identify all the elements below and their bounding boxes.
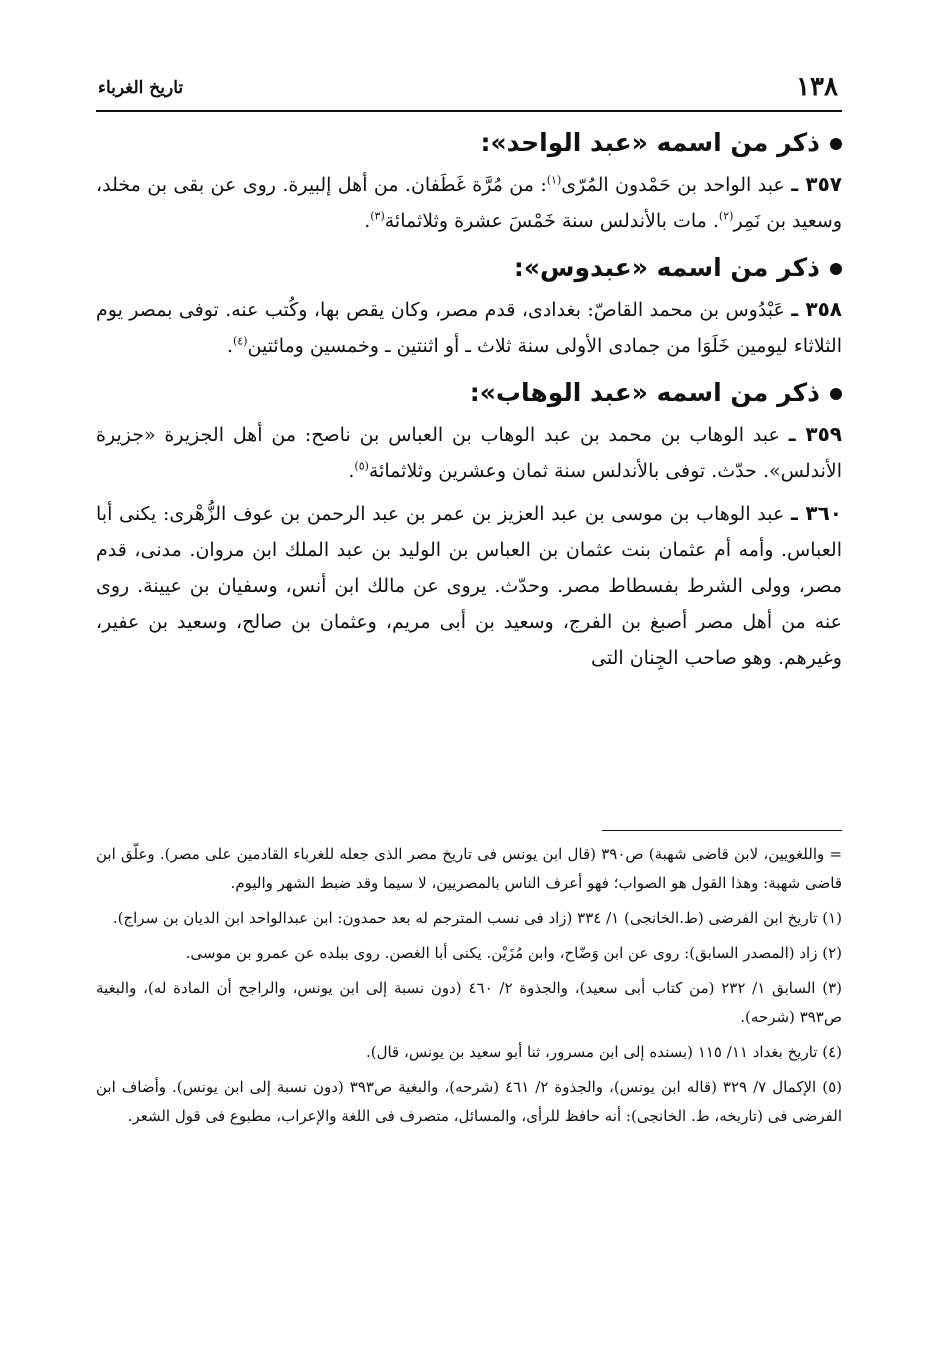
biography-entry xyxy=(96,416,842,489)
footnote-ref: (٢) xyxy=(718,209,734,223)
entry-text: عَبْدُوس بن محمد القاصّ: بغدادى، قدم مصر، وكان يقص بها، وكُتب عنه. توفى بمصر يوم الثلاثاء ليومين خَلَوَا من جمادى الأولى سنة ثلاث ـ أو اثنتين ـ وخمسين ومائتين xyxy=(96,299,842,357)
running-title: تاريخ الغرباء xyxy=(98,78,184,98)
footnotes xyxy=(96,840,842,1137)
footnote: = واللغويين، لابن قاضى شهبة) ص٣٩٠ (قال ابن يونس فى تاريخ مصر الذى جعله للغرباء القادمين على مصر). وعلّق ابن قاضى شهبة: وهذا القول هو الصواب؛ فهو أعرف الناس بالمصريين، لا سيما وقد ضبط الشهر واليوم. xyxy=(96,845,843,892)
bullet-icon xyxy=(830,263,842,275)
footnote-ref: (٤) xyxy=(232,334,248,348)
footnote: (٢) زاد (المصدر السابق): روى عن ابن وَضّاح، وابن مُزَيْن. يكنى أبا الغصن. روى ببلده عن عمرو بن موسى. xyxy=(185,944,842,962)
footnote-ref: (٥) xyxy=(354,459,369,473)
biography-entry xyxy=(96,166,842,239)
footnote-divider xyxy=(602,830,842,831)
entry-text: . xyxy=(226,335,233,357)
entry-number: ٣٥٨ ـ xyxy=(791,297,842,321)
entry-number: ٣٥٧ ـ xyxy=(791,172,842,196)
footnote-ref: (٣) xyxy=(370,209,385,223)
page-number: ١٣٨ xyxy=(796,72,838,102)
entry-text: . xyxy=(364,210,371,232)
section-heading xyxy=(96,245,842,291)
entry-text: عبد الواحد بن حَمْدون المُرّى xyxy=(561,174,785,196)
entry-text: . مات بالأندلس سنة خَمْسَ عشرة وثلاثمائة xyxy=(384,210,719,232)
entry-number: ٣٥٩ ـ xyxy=(788,422,842,446)
section-heading-text: ذكر من اسمه «عبد الواحد»: xyxy=(480,128,820,157)
section-heading-text: ذكر من اسمه «عبد الوهاب»: xyxy=(469,378,820,407)
section-heading-text: ذكر من اسمه «عبدوس»: xyxy=(513,253,820,282)
entry-text: عبد الوهاب بن محمد بن عبد الوهاب بن العباس بن ناصح: من أهل الجزيرة «جزيرة الأندلس». حدّث. توفى بالأندلس سنة ثمان وعشرين وثلاثمائة xyxy=(96,424,842,482)
biography-entry xyxy=(96,495,842,676)
footnote: (٣) السابق ١/ ٢٣٢ (من كتاب أبى سعيد)، والجذوة ٢/ ٤٦٠ (دون نسبة إلى ابن يونس، والراجح أن المادة له)، والبغية ص٣٩٣ (شرحه). xyxy=(96,979,843,1026)
footnote-ref: (١) xyxy=(546,173,562,187)
main-text xyxy=(96,120,842,682)
page-header xyxy=(96,70,842,112)
section-heading xyxy=(96,370,842,416)
footnote: (٥) الإكمال ٧/ ٣٢٩ (قاله ابن يونس)، والجذوة ٢/ ٤٦١ (شرحه)، والبغية ص٣٩٣ (دون نسبة إلى ابن يونس). وأضاف ابن الفرضى فى (تاريخه، ط. الخانجى): أنه حافظ للرأى، والمسائل، متصرف فى اللغة والإعراب، مطبوع فى قول الشعر. xyxy=(96,1078,842,1125)
bullet-icon xyxy=(830,388,842,400)
biography-entry xyxy=(96,291,842,364)
footnote: (١) تاريخ ابن الفرضى (ط.الخانجى) ١/ ٣٣٤ (زاد فى نسب المترجم له بعد حمدون: ابن عبدالواحد ابن الديان بن سراج). xyxy=(112,909,842,927)
section-heading xyxy=(96,120,842,166)
entry-number: ٣٦٠ ـ xyxy=(790,501,842,525)
entry-text: : من مُرَّة غَطَفان. من أهل إلبيرة. روى عن بقى بن مخلد، وسعيد بن نَمِر xyxy=(96,174,842,232)
bullet-icon xyxy=(830,138,842,150)
footnote: (٤) تاريخ بغداد ١١/ ١١٥ (بسنده إلى ابن مسرور، ثنا أبو سعيد بن يونس، قال). xyxy=(365,1043,842,1061)
entry-text: . xyxy=(348,460,355,482)
entry-text: عبد الوهاب بن موسى بن عبد العزيز بن عمر بن عبد الرحمن بن عوف الزُّهْرى: يكنى أبا العباس. وأمه أم عثمان بنت عثمان بن العباس بن الوليد بن عبد الملك ابن مروان. مدنى، قدم مصر، وولى الشرط بفسطاط مصر. وحدّث. يروى عن مالك ابن أنس، وسفيان بن عيينة. روى عنه من أهل مصر أصبغ بن الفرج، وسعيد بن أبى مريم، وعثمان بن صالح، وسعيد بن عفير، وغيرهم. وهو صاحب الجِنان التى xyxy=(96,503,843,669)
